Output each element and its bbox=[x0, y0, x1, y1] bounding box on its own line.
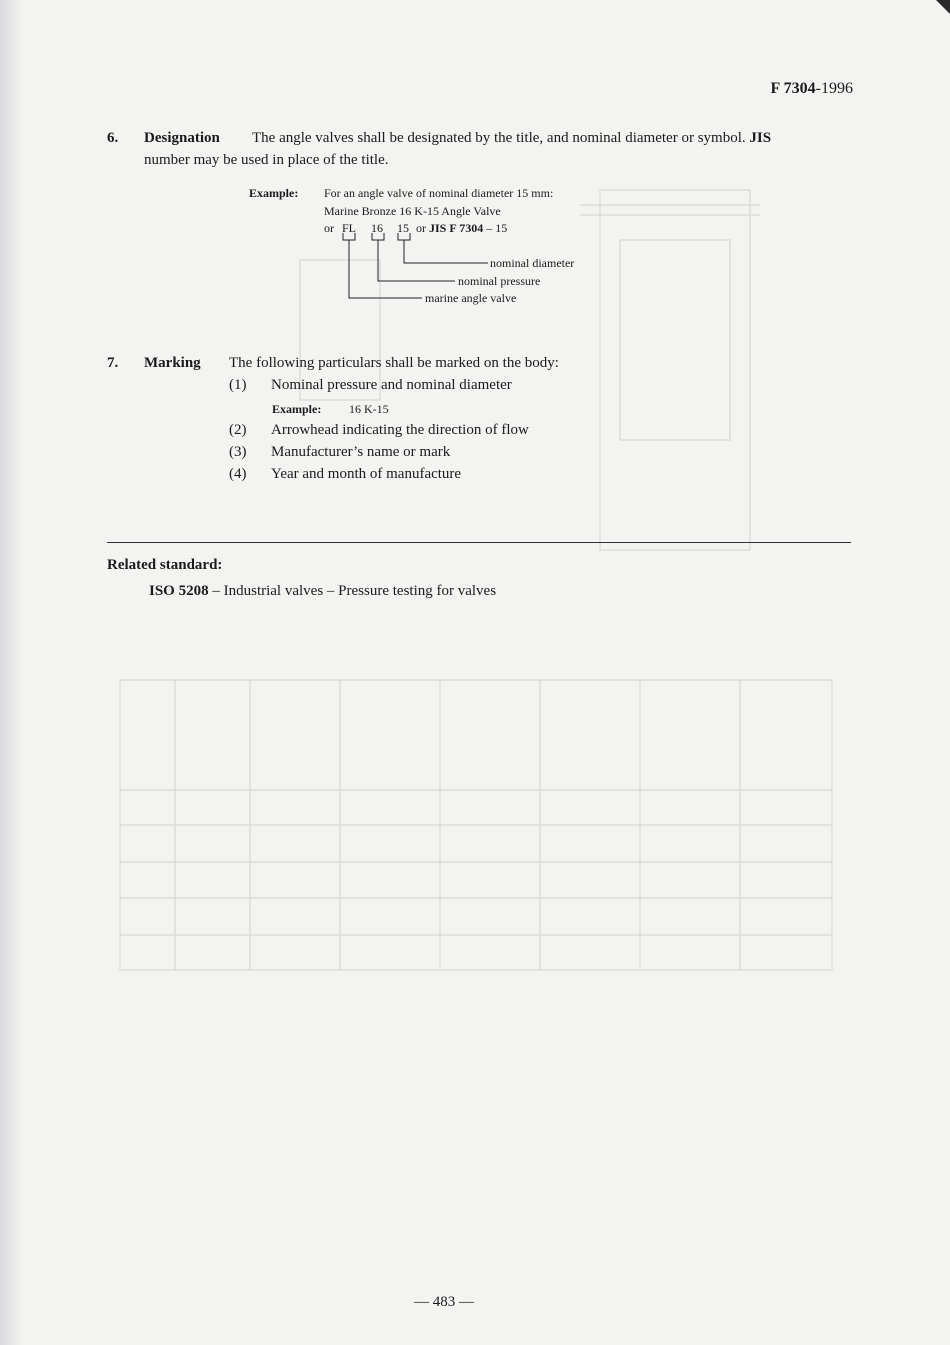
example-jis-suffix: – 15 bbox=[486, 221, 508, 235]
section-6-line1-text: The angle valves shall be designated by the title, and nominal diameter or symbol. bbox=[252, 130, 746, 146]
symbol-fl: FL bbox=[342, 221, 357, 235]
standard-number: F 7304 bbox=[770, 80, 816, 97]
section-6-number: 6. bbox=[107, 130, 119, 146]
related-iso-code: ISO 5208 bbox=[149, 583, 209, 599]
page-number: — 483 — bbox=[414, 1294, 474, 1310]
example-label-text: Example: bbox=[249, 186, 299, 200]
marking-item-1-num: (1) bbox=[229, 377, 247, 393]
marking-item-2-text: Arrowhead indicating the direction of flow bbox=[271, 422, 529, 438]
marking-item-3-text: Manufacturer’s name or mark bbox=[271, 444, 451, 460]
section-divider bbox=[107, 542, 851, 543]
section-7-number: 7. bbox=[107, 355, 119, 371]
related-iso-text: – Industrial valves – Pressure testing for valves bbox=[212, 583, 497, 599]
example-jis-code: JIS F 7304 bbox=[429, 221, 484, 235]
example-or: or bbox=[324, 221, 334, 235]
marking-item-4-text: Year and month of manufacture bbox=[271, 466, 462, 482]
section-7-title: Marking bbox=[144, 355, 201, 371]
section-6-line2: number may be used in place of the title. bbox=[144, 152, 389, 168]
related-heading: Related standard: bbox=[107, 557, 223, 573]
marking-item-4-num: (4) bbox=[229, 466, 247, 482]
callout-nominal-pressure: nominal pressure bbox=[458, 274, 541, 288]
symbol-15: 15 bbox=[397, 221, 409, 235]
section-6-title: Designation bbox=[144, 130, 220, 146]
marking-item-3-num: (3) bbox=[229, 444, 247, 460]
symbol-16: 16 bbox=[371, 221, 383, 235]
marking-example-value: 16 K-15 bbox=[349, 402, 389, 416]
related-entry bbox=[149, 583, 496, 600]
section-7-intro: The following particulars shall be marked on the body: bbox=[229, 355, 559, 371]
example-line2: Marine Bronze 16 K-15 Angle Valve bbox=[324, 204, 501, 218]
marking-item-1-text: Nominal pressure and nominal diameter bbox=[271, 377, 512, 393]
example-or-2: or bbox=[416, 221, 426, 235]
standard-year: -1996 bbox=[815, 80, 853, 97]
example-line1: For an angle valve of nominal diameter 15 mm: bbox=[324, 186, 554, 200]
marking-example-label bbox=[272, 402, 321, 417]
callout-marine-angle-valve: marine angle valve bbox=[425, 291, 517, 305]
marking-example-label-text: Example: bbox=[272, 402, 322, 416]
section-6-jis-bold: JIS bbox=[749, 130, 772, 146]
marking-item-2-num: (2) bbox=[229, 422, 247, 438]
callout-nominal-diameter: nominal diameter bbox=[490, 256, 575, 270]
